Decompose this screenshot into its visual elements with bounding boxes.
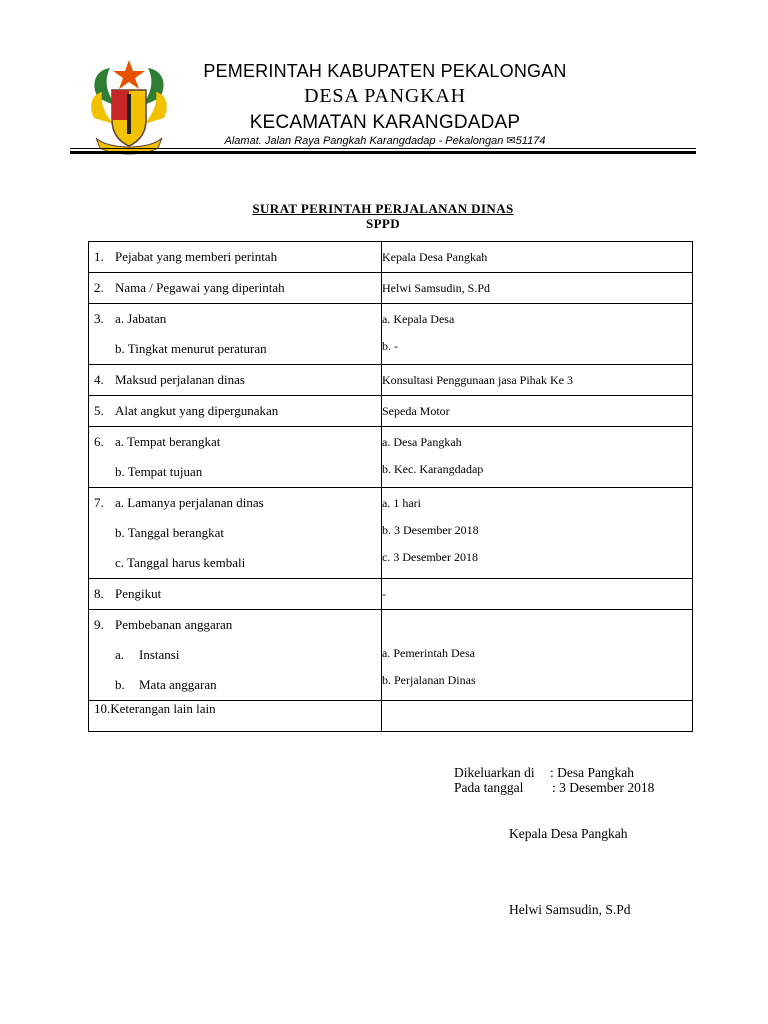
row-label: c. Tanggal harus kembali [115, 555, 246, 570]
table-row: 9. Pembebanan anggaran a. Instansi b. Mata anggaran a. Pemerintah Desa b. Perjalanan Dinas [89, 610, 693, 701]
row-value: a. Pemerintah Desa [382, 646, 475, 660]
envelope-icon: ✉ [506, 135, 516, 147]
row-label: b. Tingkat menurut peraturan [115, 341, 267, 356]
row-label: Alat angkut yang dipergunakan [115, 403, 279, 418]
table-row: 8. Pengikut - [89, 579, 693, 610]
row-value: a. 1 hari [382, 496, 421, 510]
document-subtitle: SPPD [365, 216, 401, 231]
row-label: Pejabat yang memberi perintah [115, 249, 278, 264]
row-value: - [382, 587, 386, 601]
row-value: b. Perjalanan Dinas [382, 673, 476, 687]
table-row: 6. a. Tempat berangkat b. Tempat tujuan a. Desa Pangkah b. Kec. Karangdadap [89, 427, 693, 488]
row-label: Mata anggaran [139, 677, 217, 692]
row-label: Instansi [139, 647, 180, 662]
header-village: DESA PANGKAH [304, 85, 466, 107]
row-value: Sepeda Motor [382, 404, 450, 418]
table-row: 1. Pejabat yang memberi perintah Kepala Desa Pangkah [89, 242, 693, 273]
header-district: KECAMATAN KARANGDADAP [249, 112, 521, 133]
date-label: Pada tanggal [454, 780, 524, 795]
row-label: Maksud perjalanan dinas [115, 372, 245, 387]
row-value: a. Desa Pangkah [382, 435, 462, 449]
row-value: b. 3 Desember 2018 [382, 523, 479, 537]
sppd-table [88, 241, 693, 732]
header-address [205, 134, 565, 147]
header-rule-thin [70, 148, 696, 149]
table-row: 10.Keterangan lain lain [89, 701, 693, 732]
table-row: 5. Alat angkut yang dipergunakan Sepeda Motor [89, 396, 693, 427]
date-value: : 3 Desember 2018 [552, 780, 655, 795]
row-value: Helwi Samsudin, S.Pd [382, 281, 491, 295]
table-row: 2. Nama / Pegawai yang diperintah Helwi Samsudin, S.Pd [89, 273, 693, 304]
row-value: Kepala Desa Pangkah [382, 250, 488, 264]
row-label: b. Tanggal berangkat [115, 525, 224, 540]
table-row: 7. a. Lamanya perjalanan dinas b. Tanggal berangkat c. Tanggal harus kembali a. 1 hari b. 3 Desember 2018 c. 3 Desember 2018 [89, 488, 693, 579]
header-rule-thick [70, 151, 696, 154]
row-value [382, 701, 692, 731]
table-row: 4. Maksud perjalanan dinas Konsultasi Penggunaan jasa Pihak Ke 3 [89, 365, 693, 396]
row-value: b. Kec. Karangdadap [382, 462, 484, 476]
emblem-logo [88, 58, 170, 158]
issued-at-label: Dikeluarkan di [454, 765, 535, 780]
row-label: a. Tempat berangkat [115, 434, 221, 449]
signatory-name: Helwi Samsudin, S.Pd [509, 902, 631, 917]
row-value: c. 3 Desember 2018 [382, 550, 478, 564]
address-text: Alamat. Jalan Raya Pangkah Karangdadap - Pekalongan [224, 135, 504, 147]
row-label: Pembebanan anggaran [115, 617, 233, 632]
row-label: a. Jabatan [115, 311, 167, 326]
row-label: Nama / Pegawai yang diperintah [115, 280, 285, 295]
document-title: SURAT PERINTAH PERJALANAN DINAS [252, 201, 514, 216]
row-label: Pengikut [115, 586, 162, 601]
postal-code: 51174 [515, 135, 546, 147]
row-label: b. Tempat tujuan [115, 464, 203, 479]
row-value: a. Kepala Desa [382, 312, 455, 326]
header-government: PEMERINTAH KABUPATEN PEKALONGAN [203, 61, 567, 81]
row-label: a. Lamanya perjalanan dinas [115, 495, 264, 510]
table-row: 3. a. Jabatan b. Tingkat menurut peraturan a. Kepala Desa b. - [89, 304, 693, 365]
row-value: b. - [382, 339, 398, 353]
issued-at-value: : Desa Pangkah [550, 765, 634, 780]
row-label: Keterangan lain lain [110, 701, 216, 716]
signatory-position: Kepala Desa Pangkah [509, 826, 628, 841]
row-value: Konsultasi Penggunaan jasa Pihak Ke 3 [382, 373, 573, 387]
row-value [382, 612, 692, 639]
